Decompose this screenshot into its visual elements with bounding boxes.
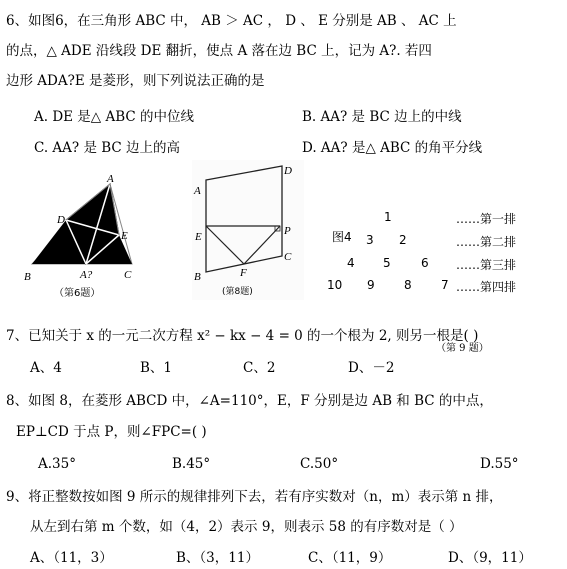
q8-option-b: B.45° (172, 456, 211, 472)
q6-line2: 的点，△ ADE 沿线段 DE 翻折，使点 A 落在边 BC 上，记为 A?. 若四 (6, 43, 432, 59)
row-label-1: ……第一排 (456, 212, 517, 226)
pattern-row4-n2: 9 (367, 278, 375, 292)
figure-6-caption: （第6题） (54, 288, 101, 299)
row-label-4: ……第四排 (456, 280, 517, 294)
figure-9-title: 图4 (332, 230, 352, 244)
row-label-3: ……第三排 (456, 258, 517, 272)
figure-9-caption: （第 9 题） (436, 343, 489, 354)
q7-stem: 7、已知关于 x 的一元二次方程 x² − kx − 4 = 0 的一个根为 2, 则另一根是( ) (6, 328, 479, 344)
pattern-row2-n2: 2 (399, 233, 407, 247)
label-p: P (284, 225, 291, 237)
q8-line2: EP⊥CD 于点 P，则∠FPC=( ) (16, 424, 207, 440)
q6-line3: 边形 ADA?E 是菱形，则下列说法正确的是 (6, 73, 265, 89)
pattern-row3-n2: 5 (383, 256, 391, 270)
label-d: D (57, 214, 65, 226)
q6-option-b: B. AA? 是 BC 边上的中线 (302, 109, 462, 125)
label-c: C (124, 269, 132, 281)
pattern-row4-n4: 7 (441, 278, 449, 292)
q9-option-c: C、（11，9） (308, 550, 392, 566)
q8-option-a: A.35° (38, 456, 76, 472)
q9-option-a: A、（11，3） (30, 550, 113, 566)
pattern-row2-n1: 3 (366, 233, 374, 247)
q7-option-c: C、2 (243, 360, 276, 376)
q6-option-d: D. AA? 是△ ABC 的角平分线 (302, 140, 483, 156)
label-b: B (24, 271, 31, 283)
pattern-row4-n1: 10 (327, 278, 343, 292)
q7-option-d: D、－2 (348, 360, 395, 376)
q8-line1: 8、如图 8，在菱形 ABCD 中，∠A=110°，E，F 分别是边 AB 和 BC 的中点， (6, 393, 493, 409)
q8-option-d: D.55° (480, 456, 519, 472)
label-e: E (195, 231, 202, 243)
label-c: C (284, 251, 292, 263)
q8-option-c: C.50° (300, 456, 339, 472)
label-e: E (121, 230, 128, 242)
pattern-row3-n3: 6 (421, 256, 429, 270)
label-f: F (240, 267, 247, 279)
q7-option-a: A、4 (30, 360, 62, 376)
label-a: A (194, 185, 201, 197)
q9-line1: 9、将正整数按如图 9 所示的规律排列下去，若有序实数对（n，m）表示第 n 排， (6, 489, 503, 505)
row-label-2: ……第二排 (456, 235, 517, 249)
figure-6-triangle (18, 172, 178, 302)
q7-option-b: B、1 (140, 360, 173, 376)
pattern-row1-n1: 1 (384, 210, 392, 224)
label-d: D (284, 165, 292, 177)
pattern-row4-n3: 8 (404, 278, 412, 292)
q9-option-d: D、（9，11） (448, 550, 532, 566)
label-b: B (194, 271, 201, 283)
q9-line2: 从左到右第 m 个数，如（4，2）表示 9，则表示 58 的有序数对是（ ） (30, 519, 463, 535)
pattern-row3-n1: 4 (347, 256, 355, 270)
q6-option-a: A. DE 是△ ABC 的中位线 (34, 109, 195, 125)
q6-option-c: C. AA? 是 BC 边上的高 (34, 140, 181, 156)
q6-line1: 6、如图6，在三角形 ABC 中， AB ＞ AC ， D 、 E 分别是 AB 、 AC 上 (6, 13, 457, 29)
q9-option-b: B、（3，11） (176, 550, 259, 566)
figure-8-caption: (第8题) (222, 287, 253, 297)
figure-8-rhombus (192, 160, 304, 300)
label-a: A (107, 173, 114, 185)
label-a-prime: A? (80, 269, 93, 281)
